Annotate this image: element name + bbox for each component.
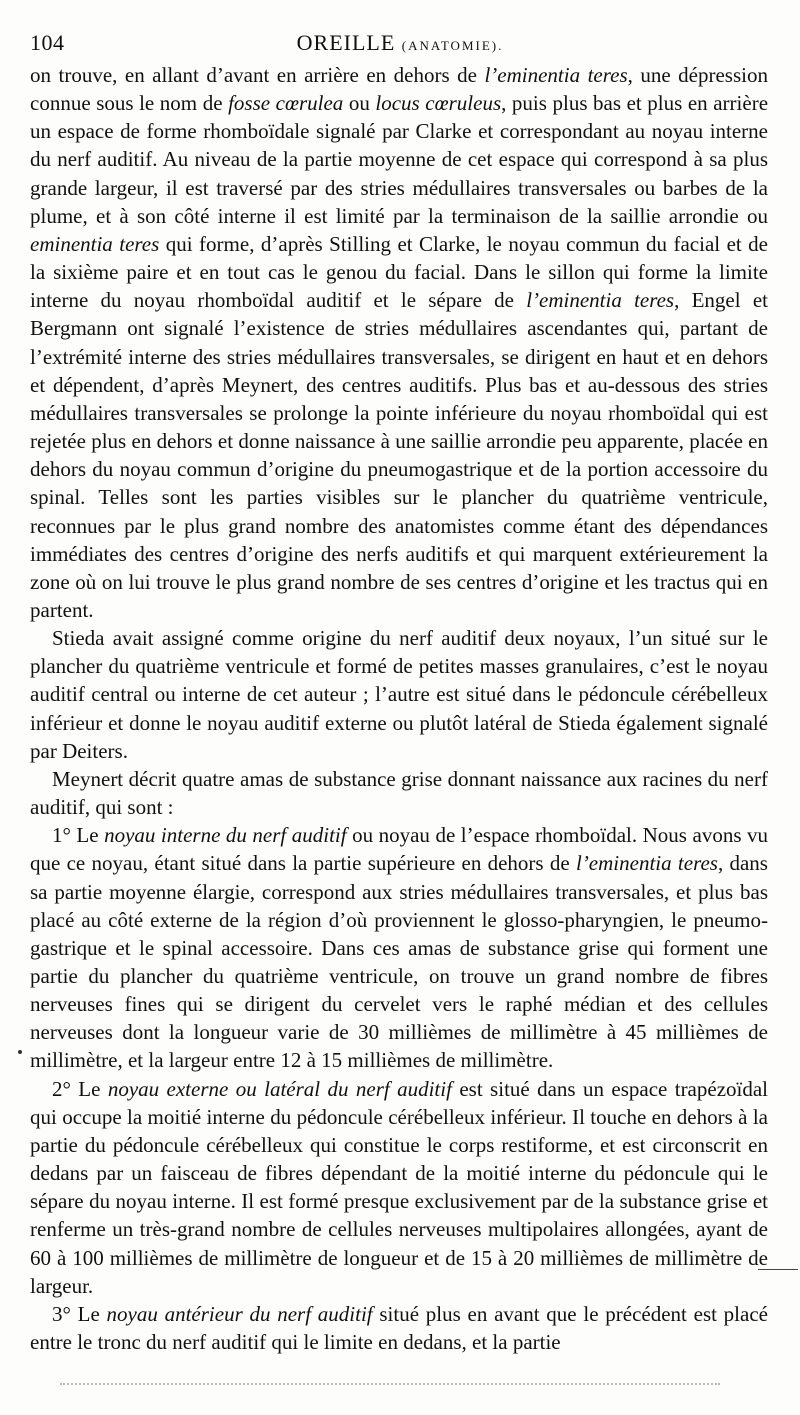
text-run: situé plus en avant que le précédent est placé entre le tronc du nerf auditif qui le limite en dedans, et la partie — [30, 1301, 768, 1355]
text-run: est situé dans un espace trapézoïdal qui occupe la moitié interne du pédoncule cérébelleux inférieur. Il touche en dehors à la partie du pédoncule cérébelleux qui constitue le corps restiforme, et est circonscrit en dedans par un faisceau de fibres dépendant de la moitié interne du pédoncule qui le sépare du noyau interne. Il est formé presque exclusivement par de la substance grise et renferme un très-grand nombre de cellules nerveuses multipolaires allongées, ayant de 60 à 100 millièmes de millimètre de longueur et de 15 à 20 millièmes de millimètre de largeur. — [30, 1076, 769, 1298]
italic-term: noyau externe ou latéral du nerf auditif — [107, 1076, 452, 1101]
text-run: Stieda avait assigné comme origine du nerf auditif deux noyaux, l’un situé sur le plancher du quatrième ventricule et formé de petites masses granulaires, c’est le noyau auditif central ou interne de cet auteur ; l’autre est situé dans le pédoncule cérébelleux inférieur et donne le noyau auditif externe ou plutôt latéral de Stieda également signalé par Deiters. — [30, 626, 768, 763]
paragraph-p1 — [30, 61, 768, 624]
text-run: qui forme, d’après Stilling et Clarke, le noyau commun du facial et de la sixième paire et en tout cas le genou du facial. Dans le sillon qui forme la limite interne du noyau rhomboïdal auditif et le sépare de — [30, 231, 768, 313]
italic-term: noyau interne du nerf auditif — [104, 823, 347, 848]
text-run: , Engel et Bergmann ont signalé l’existence de stries médullaires ascendantes qui, partant de l’extrémité interne des stries médullaires transversales, se dirigent en haut et en dehors et dépendent, d’après Meynert, des centres auditifs. Plus bas et au-dessous des stries médullaires transversales se prolonge la pointe inférieure du noyau rhomboïdal qui est rejetée plus en dehors et donne naissance à une saillie arrondie peu apparente, placée en dehors du noyau commun d’origine du pneumogastrique et de la portion accessoire du spinal. Telles sont les parties visibles sur le plancher du quatrième ventricule, reconnues par le plus grand nombre des anatomistes comme étant des dépendances immédiates des centres d’origine des nerfs auditifs et qui marquent extérieurement la zone où on lui trouve le plus grand nombre de ses centres d’origine et les tractus qui en partent. — [30, 288, 768, 622]
bottom-bleed-through — [60, 1383, 720, 1385]
text-run: ou — [343, 91, 376, 116]
text-run: 2° Le — [52, 1076, 108, 1101]
text-run: , puis plus bas et plus en arrière un espace de forme rhomboïdale signalé par Clarke et correspondant au noyau interne du nerf auditif. Au niveau de la partie moyenne de cet espace qui correspond à sa plus grande largeur, il est traversé par des stries médullaires transversales ou barbes de la plume, et à son côté interne il est limité par la terminaison de la saillie arrondie ou — [30, 91, 769, 228]
italic-term: locus cœruleus — [375, 91, 502, 116]
body-text — [30, 61, 768, 1356]
running-head-subtitle: (ANATOMIE). — [401, 38, 504, 53]
text-run: Meynert décrit quatre amas de substance grise donnant naissance aux racines du nerf auditif, qui sont : — [30, 766, 768, 820]
italic-term: l’eminentia teres — [575, 851, 718, 876]
italic-term: fosse cœrulea — [228, 91, 344, 116]
italic-term: l’eminentia teres — [526, 288, 675, 313]
paragraph-p5 — [30, 1075, 768, 1300]
page-number: 104 — [30, 30, 65, 55]
text-run: , dans sa partie moyenne élargie, correspond aux stries médullaires transversales, et plus bas placé au côté externe de la région d’où proviennent le glosso-pharyngien, le pneumo-gastrique et le spinal accessoire. Dans ces amas de substance grise qui forment une partie du plancher du quatrième ventricule, on trouve un grand nombre de fibres nerveuses fines qui se dirigent du cervelet vers le raphé médian et des cellules nerveuses dont la longueur varie de 30 millièmes de millimètre à 45 millièmes de millimètre, et la largeur entre 12 à 15 millièmes de millimètre. — [30, 851, 768, 1073]
running-head — [30, 30, 770, 56]
text-run: 3° Le — [52, 1301, 107, 1326]
running-head-title: OREILLE — [296, 30, 396, 55]
text-run: ou noyau de l’espace rhomboïdal. Nous avons vu que ce noyau, étant situé dans la partie supérieure en dehors de — [30, 823, 768, 876]
paragraph-p3 — [30, 765, 768, 821]
paragraph-p2 — [30, 624, 768, 765]
margin-rule — [758, 1269, 798, 1270]
italic-term: l’eminentia teres — [484, 63, 628, 87]
margin-mark — [18, 1050, 22, 1054]
italic-term: eminentia teres — [30, 231, 160, 256]
italic-term: noyau antérieur du nerf auditif — [106, 1301, 373, 1326]
paragraph-p4 — [30, 821, 768, 1074]
paragraph-p6 — [30, 1300, 768, 1356]
text-run: , une dépression connue sous le nom de — [30, 63, 768, 116]
text-run: 1° Le — [52, 823, 105, 848]
text-run: on trouve, en allant d’avant en arrière en dehors de — [30, 63, 485, 87]
page-header — [30, 30, 770, 60]
